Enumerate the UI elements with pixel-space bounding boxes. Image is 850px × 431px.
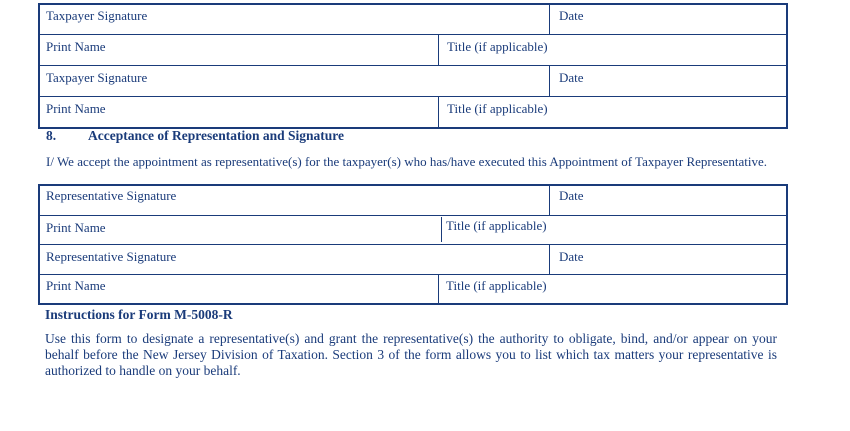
date-field[interactable] [551, 186, 788, 215]
title-label: Title (if applicable) [447, 39, 548, 54]
date-field[interactable] [551, 5, 788, 34]
title-label: Title (if applicable) [447, 101, 548, 116]
date-label: Date [559, 70, 584, 85]
representative-signature-label: Representative Signature [46, 249, 177, 264]
print-name-label: Print Name [46, 39, 106, 54]
date-field[interactable] [551, 245, 788, 274]
print-name-label: Print Name [46, 101, 106, 116]
divider [549, 244, 550, 274]
representative-signature-label: Representative Signature [46, 188, 177, 203]
section-8-text: I/ We accept the appointment as representative(s) for the taxpayer(s) who has/have executed this Appointment of Taxpayer Representative. [46, 154, 767, 169]
divider [438, 96, 439, 129]
date-label: Date [559, 188, 584, 203]
taxpayer-signature-label: Taxpayer Signature [46, 70, 148, 85]
divider [549, 186, 550, 215]
print-name-label: Print Name [46, 220, 106, 235]
instructions-text: Use this form to designate a representative(s) and grant the representative(s) the authority to obligate, bind, and/or appear on your behalf before the New Jersey Division of Taxation. Section 3 of the form allows you to list which tax matters your representative is authorized to handle on your behalf. [45, 331, 777, 378]
instructions-heading: Instructions for Form M-5008-R [45, 307, 233, 322]
print-name-label: Print Name [46, 278, 106, 293]
title-label: Title (if applicable) [446, 218, 547, 233]
divider [438, 34, 439, 65]
divider [441, 217, 442, 242]
taxpayer-signature-label: Taxpayer Signature [46, 8, 148, 23]
date-label: Date [559, 249, 584, 264]
section-title: Acceptance of Representation and Signature [88, 128, 344, 143]
divider [438, 274, 439, 305]
divider [549, 5, 550, 34]
divider [549, 65, 550, 96]
date-label: Date [559, 8, 584, 23]
taxpayer-signature-block [38, 3, 788, 129]
date-field[interactable] [551, 66, 788, 96]
representative-signature-block [38, 184, 788, 305]
title-label: Title (if applicable) [446, 278, 547, 293]
section-8-heading [46, 128, 344, 144]
section-number: 8. [46, 128, 57, 143]
